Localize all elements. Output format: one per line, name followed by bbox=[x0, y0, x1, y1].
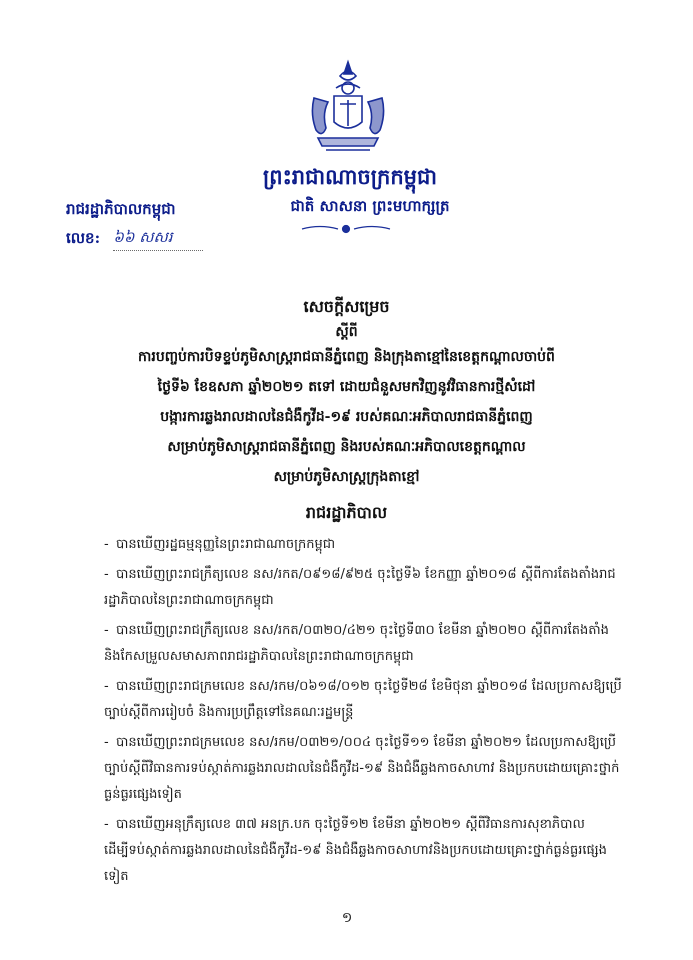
recital-item: - បានឃើញអនុក្រឹត្យលេខ ៣៧ អនក្រ.បក ចុះថ្ងៃទី១២ ខែមីនា ឆ្នាំ២០២១ ស្តីពីវិធានការសុខាភិបាលដើម្បីទប់ស្កាត់ការឆ្លងរាលដាលនៃជំងឺកូវីដ-១៩ និងជំងឺឆ្លងកាចសាហាវនិងប្រកបដោយគ្រោះថ្នាក់ធ្ងន់ធ្ងរផ្សេងទៀត bbox=[104, 817, 607, 884]
recital-item: - បានឃើញរដ្ឋធម្មនុញ្ញនៃព្រះរាជាណាចក្រកម្ពុជា bbox=[104, 537, 336, 552]
recital-item: - បានឃើញព្រះរាជក្រឹត្យលេខ នស/រកត/០៣២០/៤២១ ចុះថ្ងៃទី៣០ ខែមីនា ឆ្នាំ២០២០ ស្តីពីការតែងតាំង និងកែសម្រួលសមាសភាពរាជរដ្ឋាភិបាលនៃព្រះរាជាណាចក្រកម្ពុជា bbox=[104, 623, 609, 664]
title-line: បង្ការការឆ្លងរាលដាលនៃជំងឺកូវីដ-១៩ របស់គណៈអភិបាលរាជធានីភ្នំពេញ bbox=[160, 409, 533, 425]
subject-label: ស្តីពី bbox=[335, 324, 358, 340]
document-number-label: លេខ: bbox=[66, 228, 101, 247]
document-type: សេចក្តីសម្រេច bbox=[303, 297, 390, 316]
document-number-row bbox=[66, 228, 203, 252]
title-line: សម្រាប់ភូមិសាស្ត្រក្រុងតាខ្មៅ bbox=[273, 469, 420, 485]
national-motto: ជាតិ សាសនា ព្រះមហាក្សត្រ bbox=[290, 197, 450, 215]
recital-item: - បានឃើញព្រះរាជក្រឹត្យលេខ នស/រកត/០៩១៨/៩២៥ ចុះថ្ងៃទី៦ ខែកញ្ញា ឆ្នាំ២០១៨ ស្តីពីការតែងតាំងរាជរដ្ឋាភិបាលនៃព្រះរាជាណាចក្រកម្ពុជា bbox=[104, 567, 616, 608]
title-line: សម្រាប់ភូមិសាស្ត្ររាជធានីភ្នំពេញ និងរបស់គណៈអភិបាលខេត្តកណ្តាល bbox=[167, 439, 526, 455]
recital-item: - បានឃើញព្រះរាជក្រមលេខ នស/រកម/០៦១៨/០១២ ចុះថ្ងៃទី២៨ ខែមិថុនា ឆ្នាំ២០១៨ ដែលប្រកាសឱ្យប្រើច្បាប់ស្តីពីការរៀបចំ និងការប្រព្រឹត្តទៅនៃគណៈរដ្ឋមន្ត្រី bbox=[104, 679, 622, 720]
document-number-value: ៦៦ សសរ bbox=[113, 228, 203, 251]
issuer-label: រាជរដ្ឋាភិបាលកម្ពុជា bbox=[66, 200, 176, 218]
recital-text: បានឃើញព្រះរាជក្រឹត្យលេខ នស/រកត/០៣២០/៤២១ ចុះថ្ងៃទី៣០ ខែមីនា ឆ្នាំ២០២០ ស្តីពីការតែងតាំង និងកែសម្រួលសមាសភាពរាជរដ្ឋាភិបាលនៃព្រះរាជាណាចក្រកម្ពុជា bbox=[104, 623, 609, 664]
royal-coat-of-arms-emblem-icon bbox=[300, 58, 396, 158]
recital-text: បានឃើញព្រះរាជក្រមលេខ នស/រកម/០៦១៨/០១២ ចុះថ្ងៃទី២៨ ខែមិថុនា ឆ្នាំ២០១៨ ដែលប្រកាសឱ្យប្រើច្បាប់ស្តីពីការរៀបចំ និងការប្រព្រឹត្តទៅនៃគណៈរដ្ឋមន្ត្រី bbox=[104, 679, 622, 720]
title-line: ថ្ងៃទី៦ ខែឧសភា ឆ្នាំ២០២១ តទៅ ដោយជំនួសមកវិញនូវវិធានការថ្មីសំដៅ bbox=[157, 379, 536, 395]
kingdom-title: ព្រះរាជាណាចក្រកម្ពុជា bbox=[262, 164, 437, 189]
recital-text: បានឃើញអនុក្រឹត្យលេខ ៣៧ អនក្រ.បក ចុះថ្ងៃទី១២ ខែមីនា ឆ្នាំ២០២១ ស្តីពីវិធានការសុខាភិបាលដើម្បីទប់ស្កាត់ការឆ្លងរាលដាលនៃជំងឺកូវីដ-១៩ និងជំងឺឆ្លងកាចសាហាវនិងប្រកបដោយគ្រោះថ្នាក់ធ្ងន់ធ្ងរផ្សេងទៀត bbox=[104, 817, 607, 884]
recital-item: - បានឃើញព្រះរាជក្រមលេខ នស/រកម/០៣២១/០០៤ ចុះថ្ងៃទី១១ ខែមីនា ឆ្នាំ២០២១ ដែលប្រកាសឱ្យប្រើច្បាប់ស្តីពីវិធានការទប់ស្កាត់ការឆ្លងរាលដាលនៃជំងឺកូវីដ-១៩ និងជំងឺឆ្លងកាចសាហាវ និងប្រកបដោយគ្រោះថ្នាក់ធ្ងន់ធ្ងរផ្សេងទៀត bbox=[104, 735, 620, 802]
recital-text: បានឃើញព្រះរាជក្រឹត្យលេខ នស/រកត/០៩១៨/៩២៥ ចុះថ្ងៃទី៦ ខែកញ្ញា ឆ្នាំ២០១៨ ស្តីពីការតែងតាំងរាជរដ្ឋាភិបាលនៃព្រះរាជាណាចក្រកម្ពុជា bbox=[104, 567, 616, 608]
decorative-divider-ornament-icon bbox=[300, 222, 392, 236]
recital-text: បានឃើញព្រះរាជក្រមលេខ នស/រកម/០៣២១/០០៤ ចុះថ្ងៃទី១១ ខែមីនា ឆ្នាំ២០២១ ដែលប្រកាសឱ្យប្រើច្បាប់ស្តីពីវិធានការទប់ស្កាត់ការឆ្លងរាលដាលនៃជំងឺកូវីដ-១៩ និងជំងឺឆ្លងកាចសាហាវ និងប្រកបដោយគ្រោះថ្នាក់ធ្ងន់ធ្ងរផ្សេងទៀត bbox=[104, 735, 620, 802]
recitals-list bbox=[104, 532, 624, 894]
page-number: ១ bbox=[341, 910, 353, 926]
title-line: ការបញ្ចប់ការបិទខ្ទប់ភូមិសាស្ត្ររាជធានីភ្នំពេញ និងក្រុងតាខ្មៅនៃខេត្តកណ្តាលចាប់ពី bbox=[138, 349, 555, 365]
section-heading: រាជរដ្ឋាភិបាល bbox=[305, 503, 388, 522]
recital-text: បានឃើញរដ្ឋធម្មនុញ្ញនៃព្រះរាជាណាចក្រកម្ពុជា bbox=[116, 537, 336, 552]
